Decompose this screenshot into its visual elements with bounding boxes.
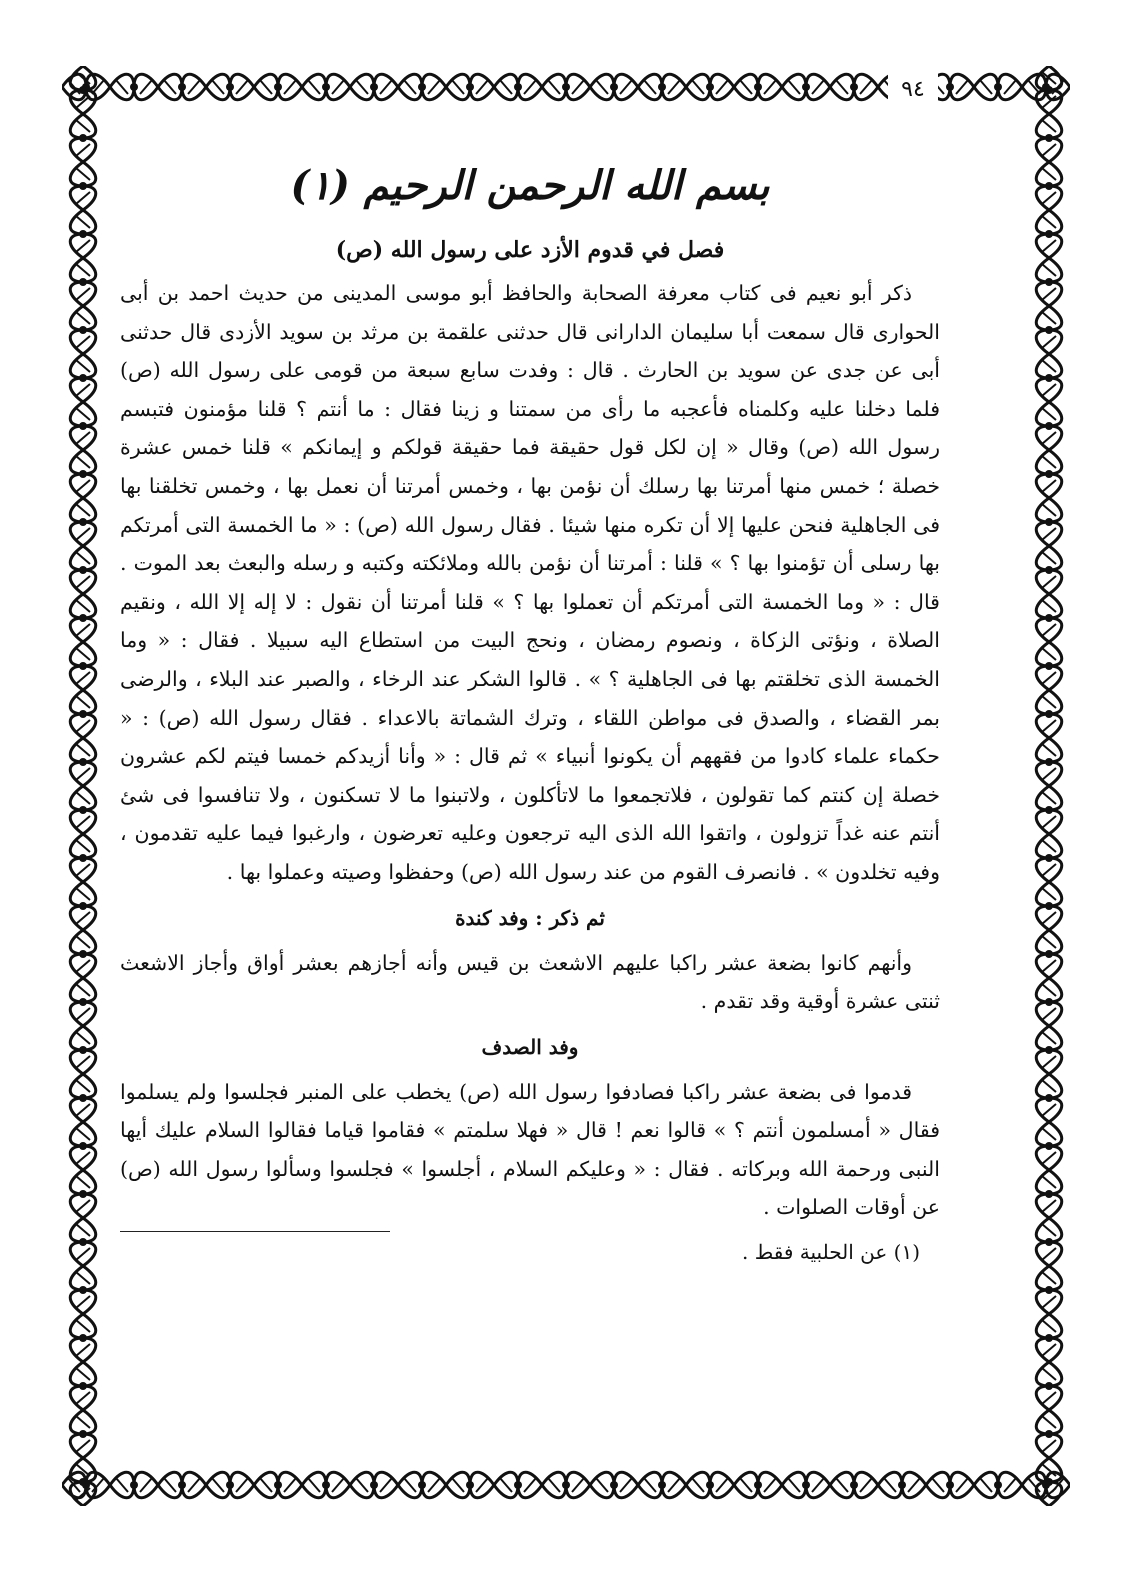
section-heading-sadaf: وفد الصدف bbox=[481, 1034, 579, 1059]
section-text-sadaf: قدموا فى بضعة عشر راكبا فصادفوا رسول الله (ص) يخطب على المنبر فجلسوا ولم يسلموا فقال « أمسلمون أنتم ؟ » قالوا نعم ! قال « فهلا سلمتم » فقاموا قياما فقالوا السلام عليك أيها النبى ورحمة الله وبركاته . فقال : « وعليكم السلام ، أجلسوا » فجلسوا وسألوا رسول الله (ص) عن أوقات الصلوات . bbox=[120, 1079, 940, 1220]
page-number: ٩٤ bbox=[888, 72, 938, 108]
border-right-ornament bbox=[1028, 66, 1070, 1506]
border-left-ornament bbox=[62, 66, 104, 1506]
section-heading-kinda: ثم ذكر : وفد كندة bbox=[455, 905, 605, 930]
main-paragraph: ذكر أبو نعيم فى كتاب معرفة الصحابة والحافظ أبو موسى المدينى من حديث احمد بن أبى الحوارى قال سمعت أبا سليمان الدارانى قال حدثنى علقمة بن مرثد بن سويد الأزدى قال حدثنى أبى عن جدى عن سويد بن الحارث . قال : وفدت سابع سبعة من قومى على رسول الله (ص) فلما دخلنا عليه وكلمناه فأعجبه ما رأى من سمتنا و زينا فقال : ما أنتم ؟ قلنا مؤمنون فتبسم رسول الله (ص) وقال « إن لكل قول حقيقة فما حقيقة قولكم و إيمانكم » قلنا خمس عشرة خصلة ؛ خمس منها أمرتنا بها رسلك أن نؤمن بها ، وخمس أمرتنا أن نعمل بها ، وخمس تخلقنا بها فى الجاهلية فنحن عليها إلا أن تكره منها شيئا . فقال رسول الله (ص) : « ما الخمسة التى أمرتكم بها رسلى أن تؤمنوا بها ؟ » قلنا : أمرتنا أن نؤمن بالله وملائكته وكتبه و رسله والبعث بعد الموت . قال : « وما الخمسة التى أمرتكم أن تعملوا بها ؟ » قلنا أمرتنا أن نقول : لا إله إلا الله ، ونقيم الصلاة ، ونؤتى الزكاة ، ونصوم رمضان ، ونحج البيت من استطاع اليه سبيلا . فقال : « وما الخمسة الذى تخلقتم بها فى الجاهلية ؟ » . قالوا الشكر عند الرخاء ، والصبر عند البلاء ، والرضى بمر القضاء ، والصدق فى مواطن اللقاء ، وترك الشماتة بالاعداء . فقال رسول الله (ص) : « حكماء علماء كادوا من فقههم أن يكونوا أنبياء » ثم قال : « وأنا أزيدكم خمسا فيتم لكم عشرون خصلة إن كنتم كما تقولون ، فلاتجمعوا ما لاتأكلون ، ولاتبنوا ما لا تسكنون ، ولا تنافسوا فى شئ أنتم عنه غداً تزولون ، واتقوا الله الذى اليه ترجعون وعليه تعرضون ، وارغبوا فيما عليه تقدمون ، وفيه تخلدون » . فانصرف القوم من عند رسول الله (ص) وحفظوا وصيته وعملوا بها . bbox=[120, 281, 940, 884]
section-text-kinda: وأنهم كانوا بضعة عشر راكبا عليهم الاشعث بن قيس وأنه أجازهم بعشر أواق وأجاز الاشعث ثنتى عشرة أوقية وقد تقدم . bbox=[120, 950, 940, 1014]
page-content bbox=[120, 150, 940, 1480]
basmala-title: بسم الله الرحمن الرحيم (١) bbox=[290, 162, 770, 209]
chapter-heading: فصل في قدوم الأزد على رسول الله (ص) bbox=[335, 237, 725, 263]
footnote: (١) عن الحلبية فقط . bbox=[742, 1240, 920, 1265]
